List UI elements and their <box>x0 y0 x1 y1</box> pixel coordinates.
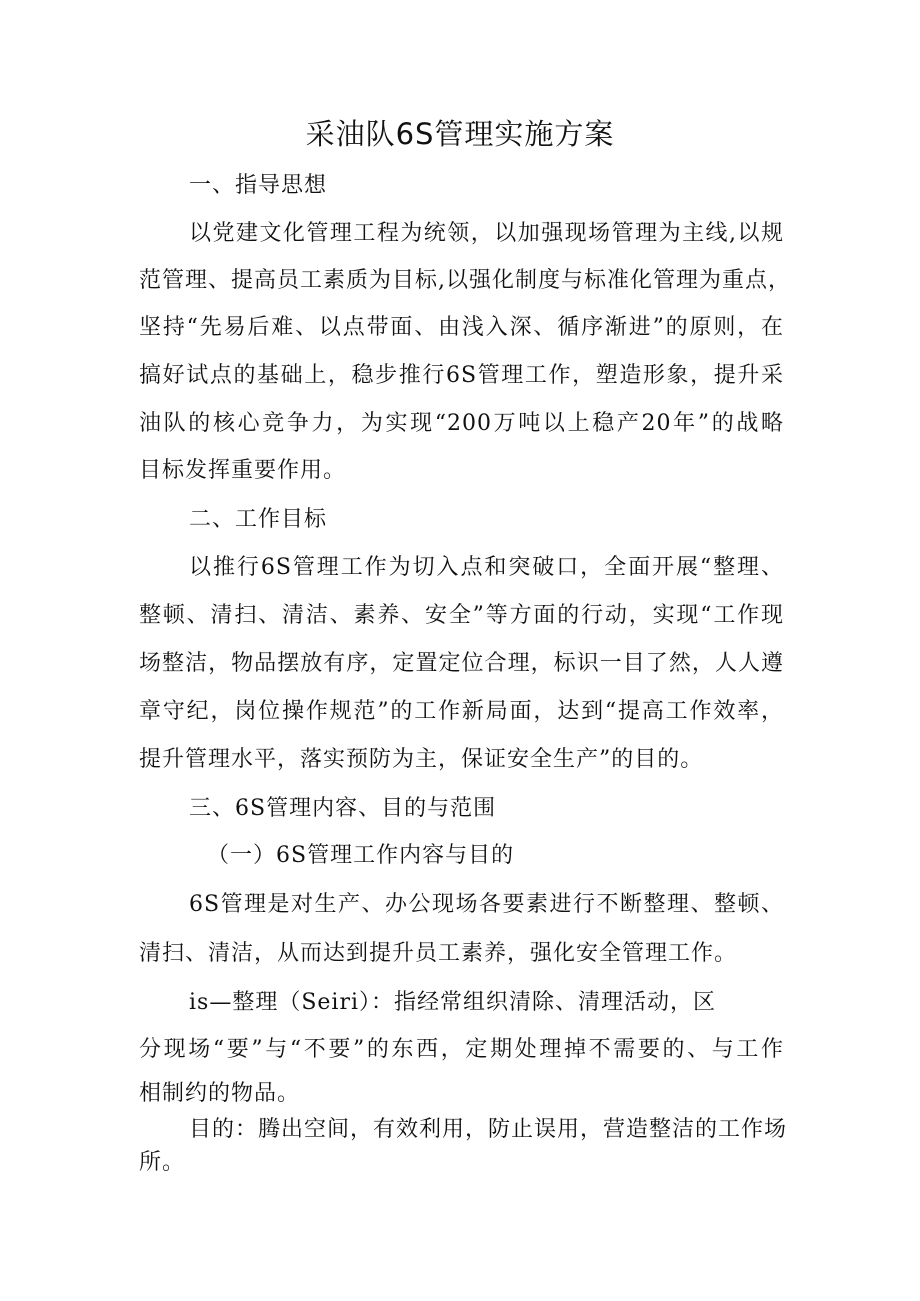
paragraph-line: 分现场“要”与“不要”的东西，定期处理掉不需要的、与工作 <box>139 1037 784 1062</box>
paragraph-line: 相制约的物品。 <box>139 1081 301 1106</box>
document-title: 采油队6S管理实施方案 <box>305 117 615 151</box>
paragraph-line: 目标发挥重要作用。 <box>139 458 347 483</box>
paragraph-line: is—整理（Seiri）：指经常组织清除、清理活动，区 <box>189 990 717 1015</box>
paragraph-line: 所。 <box>139 1150 186 1175</box>
paragraph-line: 以推行6S管理工作为切入点和突破口，全面开展“整理、 <box>189 555 784 580</box>
paragraph-line: 目的：腾出空间，有效利用，防止误用，营造整洁的工作场 <box>189 1117 788 1142</box>
paragraph-line: 清扫、清洁，从而达到提升员工素养，强化安全管理工作。 <box>139 941 738 966</box>
subheading-6s-work-content: （一）6S管理工作内容与目的 <box>207 843 515 868</box>
paragraph-line: 范管理、提高员工素质为目标,以强化制度与标准化管理为重点， <box>139 268 791 293</box>
paragraph-line: 章守纪，岗位操作规范”的工作新局面，达到“提高工作效率， <box>139 699 784 724</box>
paragraph-line: 场整洁，物品摆放有序，定置定位合理，标识一目了然，人人遵 <box>139 651 784 676</box>
paragraph-line: 搞好试点的基础上，稳步推行6S管理工作，塑造形象，提升采 <box>139 363 784 388</box>
heading-work-goal: 二、工作目标 <box>189 507 328 532</box>
heading-6s-content: 三、6S管理内容、目的与范围 <box>189 796 497 821</box>
paragraph-line: 坚持“先易后难、以点带面、由浅入深、循序渐进”的原则，在 <box>139 315 784 340</box>
paragraph-line: 油队的核心竞争力，为实现“200万吨以上稳产20年”的战略 <box>139 411 784 436</box>
paragraph-line: 6S管理是对生产、办公现场各要素进行不断整理、整顿、 <box>189 892 784 917</box>
heading-guiding-ideology: 一、指导思想 <box>189 173 328 198</box>
paragraph-line: 提升管理水平，落实预防为主，保证安全生产”的目的。 <box>139 747 704 772</box>
paragraph-line: 整顿、清扫、清洁、素养、安全”等方面的行动，实现“工作现 <box>139 603 784 628</box>
paragraph-line: 以党建文化管理工程为统领，以加强现场管理为主线,以规 <box>189 221 784 246</box>
